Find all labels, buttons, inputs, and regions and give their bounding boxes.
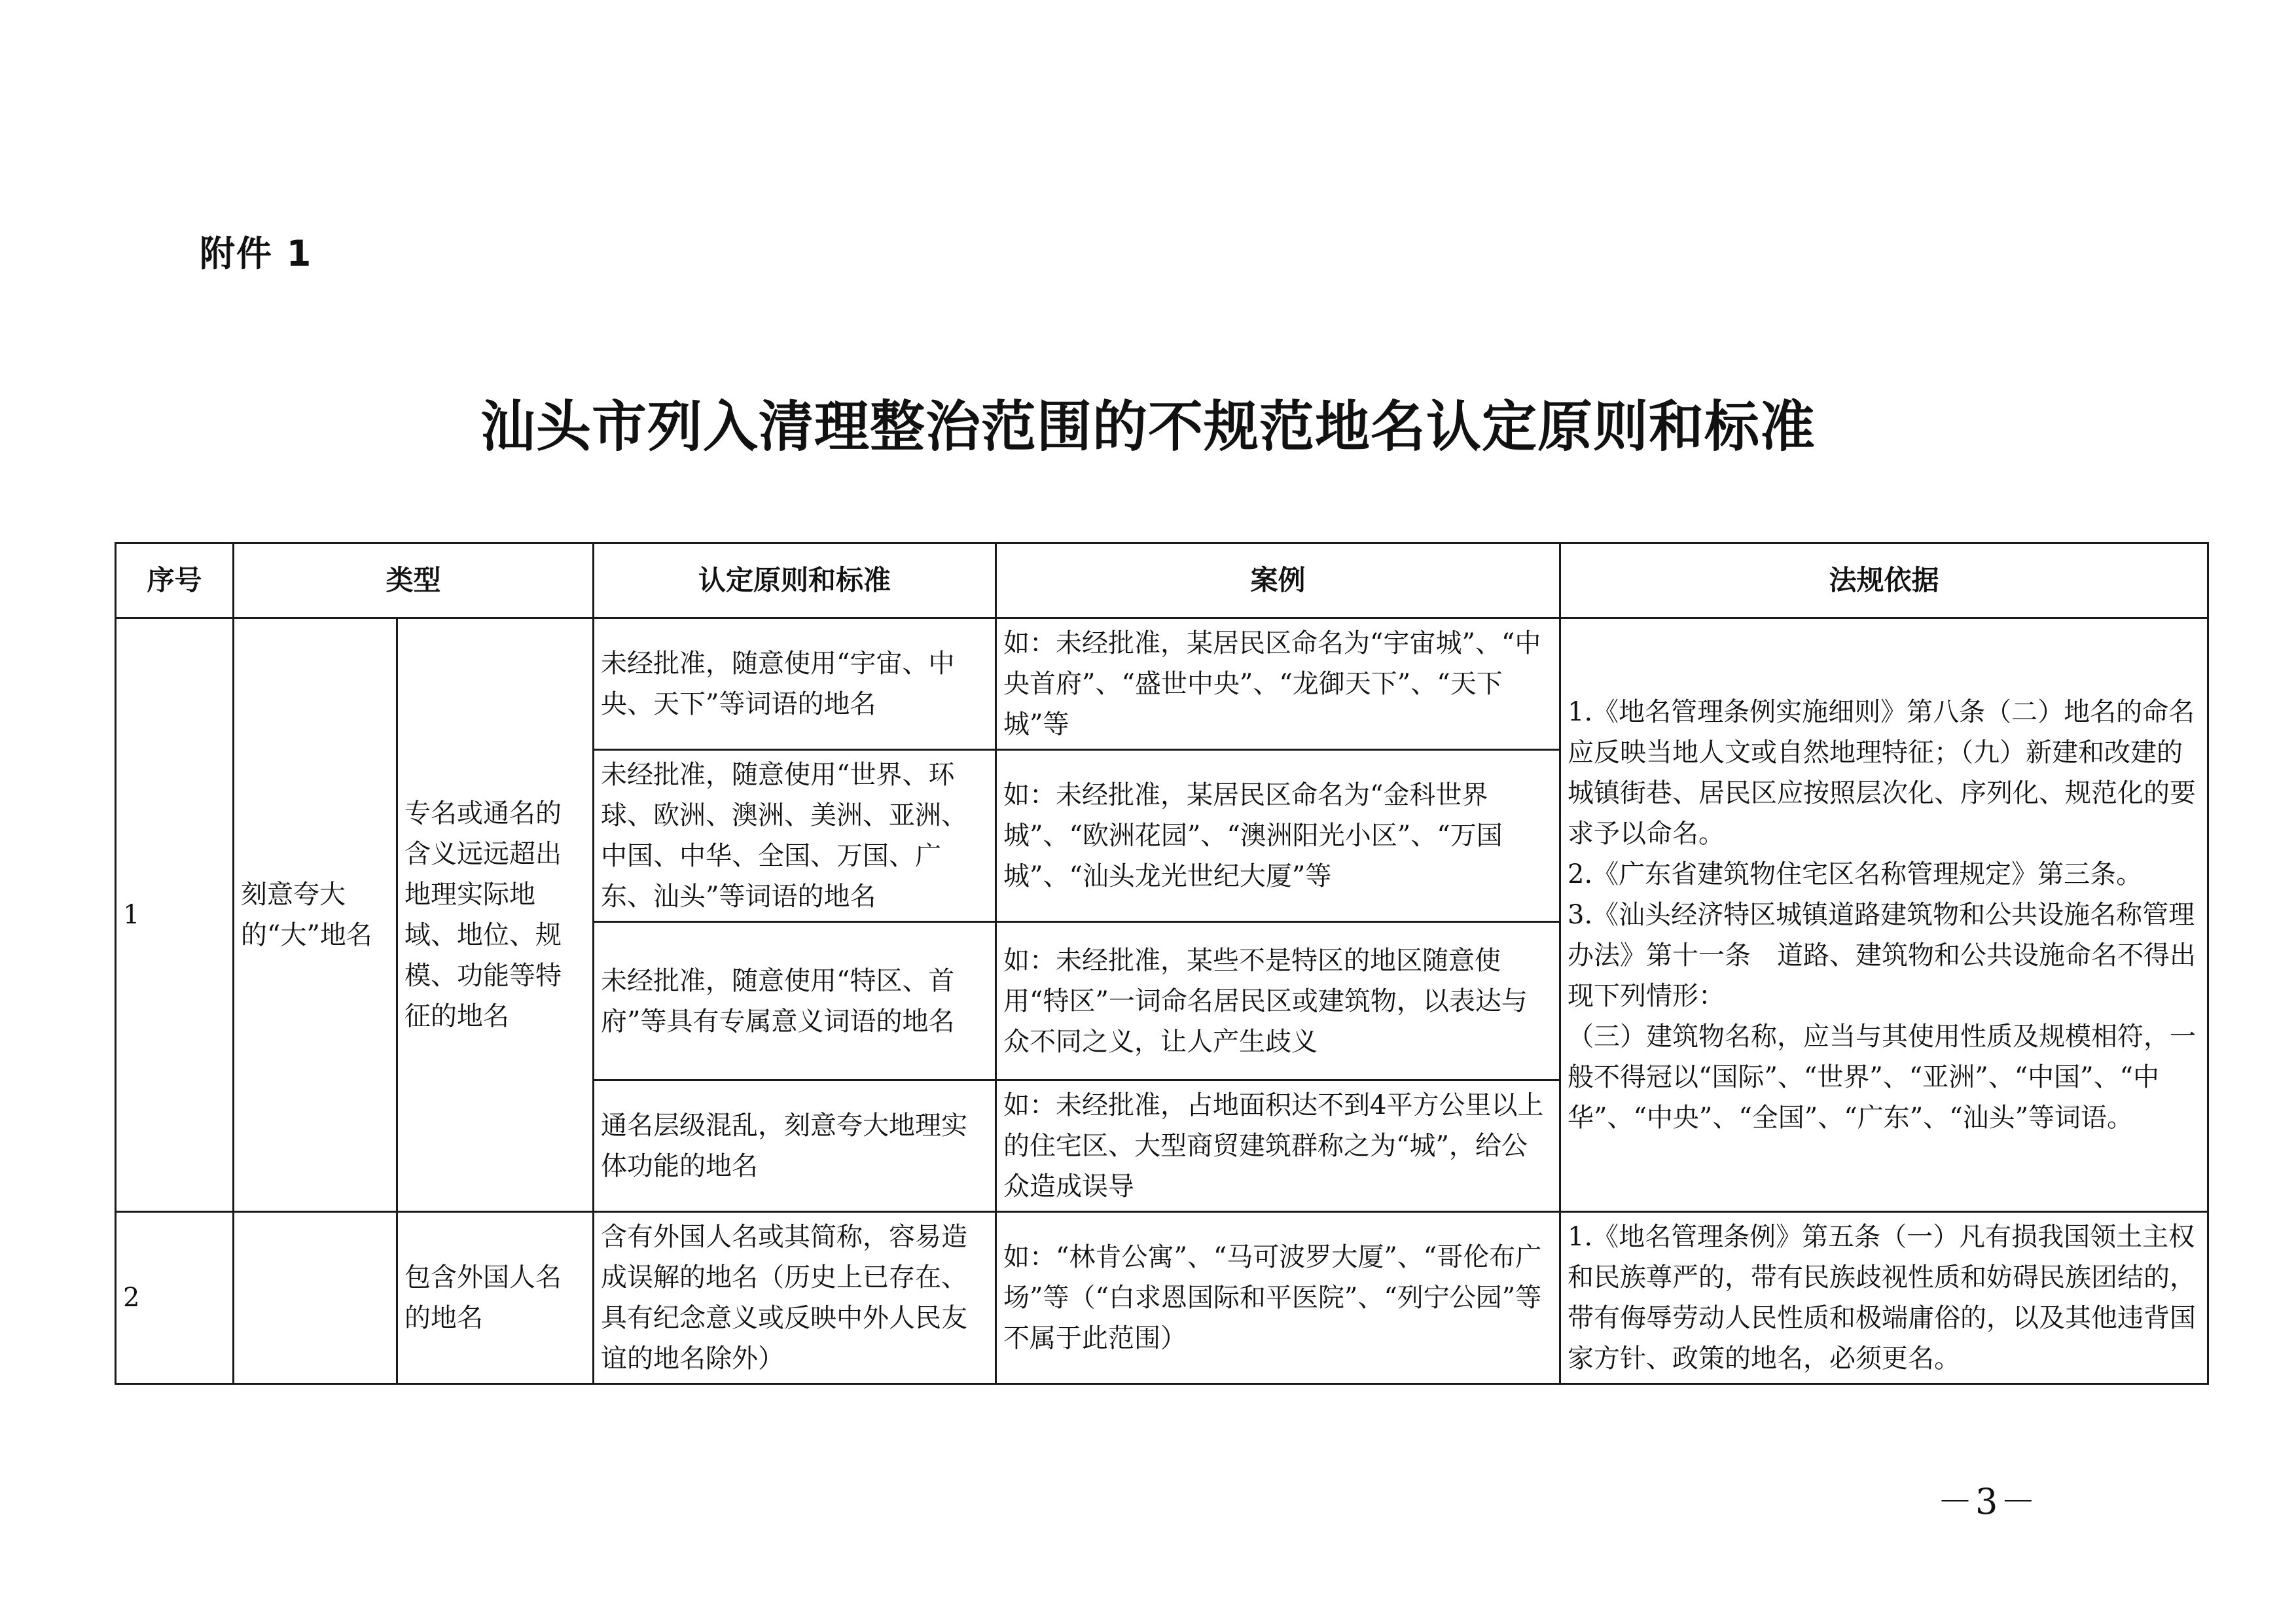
row1-case: 如：未经批准，占地面积达不到4平方公里以上的住宅区、大型商贸建筑群称之为“城”，给公众造成误导 (996, 1080, 1560, 1212)
header-type: 类型 (234, 543, 594, 618)
page-number: －3－ (1937, 1481, 2039, 1522)
row1-seq: 1 (116, 618, 234, 1212)
header-seq: 序号 (116, 543, 234, 618)
row2-principle: 含有外国人名或其简称，容易造成误解的地名（历史上已存在、具有纪念意义或反映中外人民友谊的地名除外） (594, 1212, 996, 1384)
basis-item: （三）建筑物名称，应当与其使用性质及规模相符，一般不得冠以“国际”、“世界”、“亚洲”、“中国”、“中华”、“中央”、“全国”、“广东”、“汕头”等词语。 (1568, 1022, 2197, 1133)
row2-seq: 2 (116, 1212, 234, 1384)
header-case: 案例 (996, 543, 1560, 618)
standards-table (115, 542, 2209, 1385)
basis-item: 2.《广东省建筑物住宅区名称管理规定》第三条。 (1568, 859, 2143, 889)
row1-basis (1560, 618, 2208, 1212)
row1-principle: 未经批准，随意使用“世界、环球、欧洲、澳洲、美洲、亚洲、中国、中华、全国、万国、广东、汕头”等词语的地名 (594, 750, 996, 922)
row2-basis: 1.《地名管理条例》第五条（一）凡有损我国领土主权和民族尊严的，带有民族歧视性质和妨碍民族团结的，带有侮辱劳动人民性质和极端庸俗的，以及其他违背国家方针、政策的地名，必须更名。 (1560, 1212, 2208, 1384)
document-title: 汕头市列入清理整治范围的不规范地名认定原则和标准 (480, 395, 1816, 459)
row2-subtype: 包含外国人名的地名 (397, 1212, 594, 1384)
row2-category (234, 1212, 397, 1384)
row1-case: 如：未经批准，某居民区命名为“金科世界城”、“欧洲花园”、“澳洲阳光小区”、“万国城”、“汕头龙光世纪大厦”等 (996, 750, 1560, 922)
header-basis: 法规依据 (1560, 543, 2208, 618)
basis-item: 3.《汕头经济特区城镇道路建筑物和公共设施名称管理办法》第十一条 道路、建筑物和公共设施命名不得出现下列情形： (1568, 900, 2197, 1011)
header-principle: 认定原则和标准 (594, 543, 996, 618)
basis-item: 1.《地名管理条例实施细则》第八条（二）地名的命名应反映当地人文或自然地理特征；（九）新建和改建的城镇街巷、居民区应按照层次化、序列化、规范化的要求予以命名。 (1568, 697, 2197, 849)
table-row (116, 1212, 2208, 1384)
row1-principle: 通名层级混乱，刻意夸大地理实体功能的地名 (594, 1080, 996, 1212)
row1-subtype: 专名或通名的含义远远超出地理实际地域、地位、规模、功能等特征的地名 (397, 618, 594, 1212)
attachment-label: 附件 1 (200, 233, 313, 274)
row1-category: 刻意夸大的“大”地名 (234, 618, 397, 1212)
table-header-row (116, 543, 2208, 618)
row2-case: 如：“林肯公寓”、“马可波罗大厦”、“哥伦布广场”等（“白求恩国际和平医院”、“列宁公园”等不属于此范围） (996, 1212, 1560, 1384)
row1-case: 如：未经批准，某些不是特区的地区随意使用“特区”一词命名居民区或建筑物，以表达与众不同之义，让人产生歧义 (996, 922, 1560, 1080)
row1-case: 如：未经批准，某居民区命名为“宇宙城”、“中央首府”、“盛世中央”、“龙御天下”、“天下城”等 (996, 618, 1560, 750)
row1-principle: 未经批准，随意使用“宇宙、中央、天下”等词语的地名 (594, 618, 996, 750)
row1-principle: 未经批准，随意使用“特区、首府”等具有专属意义词语的地名 (594, 922, 996, 1080)
table-row (116, 618, 2208, 750)
